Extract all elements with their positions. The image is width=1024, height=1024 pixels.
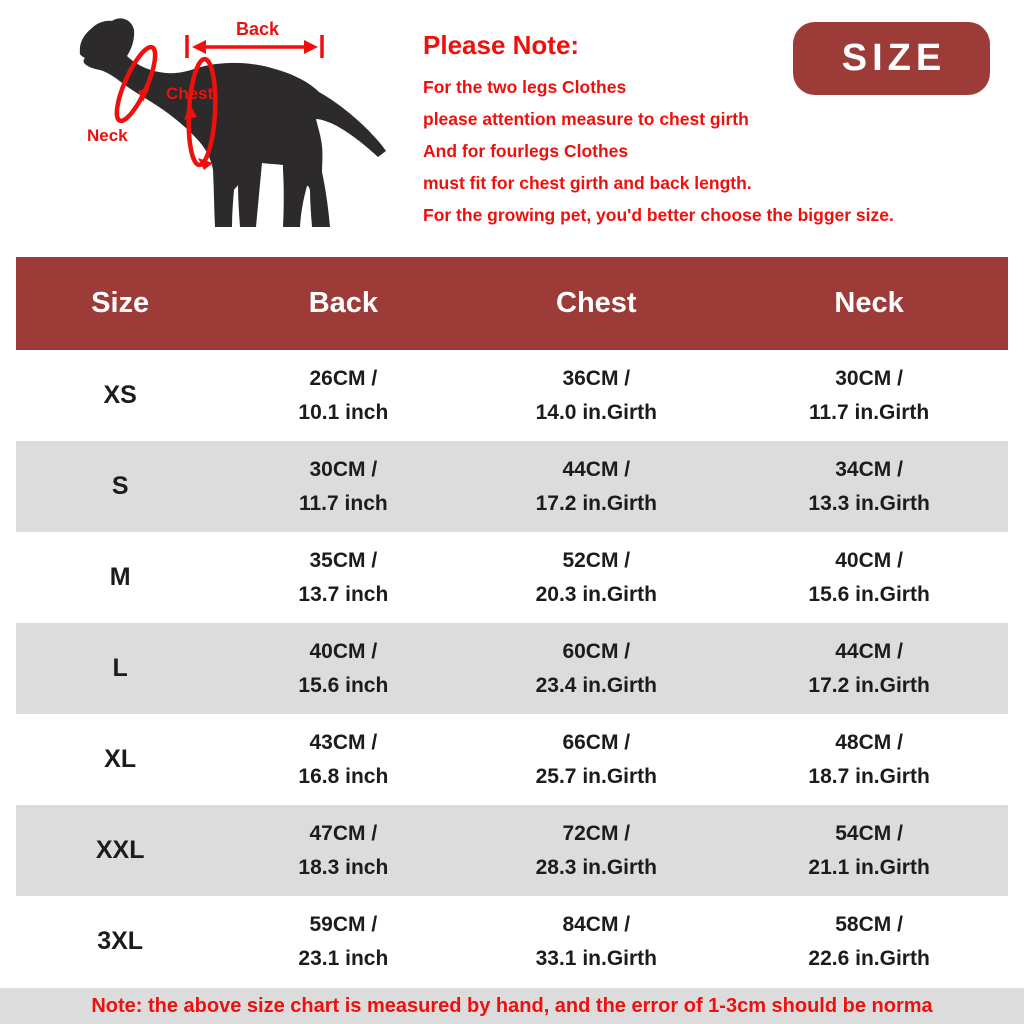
neck-cell: 34CM / 13.3 in.Girth <box>808 457 930 515</box>
back-arrow-left-head <box>192 40 206 54</box>
size-table <box>16 257 1008 987</box>
column-header-back: Back <box>308 287 379 319</box>
back-cell: 35CM / 13.7 inch <box>298 548 389 606</box>
size-badge <box>793 22 990 95</box>
back-cell: 59CM / 23.1 inch <box>298 912 389 970</box>
footer-note-text: Note: the above size chart is measured by hand, and the error of 1-3cm should be norma <box>91 994 933 1017</box>
chest-cell: 84CM / 33.1 in.Girth <box>535 912 657 970</box>
size-badge-label: SIZE <box>841 37 947 79</box>
size-value: XL <box>104 745 137 773</box>
back-cell: 40CM / 15.6 inch <box>298 639 389 697</box>
chest-cell: 52CM / 20.3 in.Girth <box>535 548 657 606</box>
chest-label: Chest <box>166 84 214 103</box>
dog-diagram-svg <box>0 0 420 250</box>
table-row <box>16 714 1008 805</box>
note-line: please attention measure to chest girth <box>423 109 749 129</box>
note-line: must fit for chest girth and back length. <box>423 173 752 193</box>
column-header-neck: Neck <box>834 287 904 319</box>
chest-cell: 44CM / 17.2 in.Girth <box>535 457 657 515</box>
dog-measurement-diagram <box>0 0 420 250</box>
chest-cell: 72CM / 28.3 in.Girth <box>535 821 657 879</box>
chest-cell: 36CM / 14.0 in.Girth <box>535 366 657 424</box>
back-label: Back <box>236 19 280 39</box>
table-row <box>16 441 1008 532</box>
table-header-row <box>16 257 1008 350</box>
column-header-chest: Chest <box>556 287 637 319</box>
neck-cell: 48CM / 18.7 in.Girth <box>808 730 930 788</box>
table-row <box>16 532 1008 623</box>
size-value: S <box>111 472 129 500</box>
table-row <box>16 350 1008 441</box>
back-cell: 47CM / 18.3 inch <box>298 821 389 879</box>
neck-cell: 58CM / 22.6 in.Girth <box>808 912 930 970</box>
please-note-title: Please Note: <box>423 30 580 60</box>
neck-cell: 54CM / 21.1 in.Girth <box>808 821 930 879</box>
please-note-lines <box>423 71 894 231</box>
size-value: 3XL <box>97 927 144 955</box>
chest-cell: 60CM / 23.4 in.Girth <box>535 639 657 697</box>
note-line: And for fourlegs Clothes <box>423 141 629 161</box>
size-value: XS <box>103 381 137 409</box>
table-row <box>16 805 1008 896</box>
size-value: L <box>112 654 128 682</box>
neck-cell: 30CM / 11.7 in.Girth <box>808 366 930 424</box>
back-cell: 43CM / 16.8 inch <box>298 730 389 788</box>
back-arrow-right-head <box>304 40 318 54</box>
dog-silhouette <box>80 18 386 227</box>
column-header-size: Size <box>91 287 150 319</box>
neck-cell: 40CM / 15.6 in.Girth <box>808 548 930 606</box>
table-row <box>16 623 1008 714</box>
size-value: M <box>109 563 131 591</box>
back-cell: 30CM / 11.7 inch <box>298 457 388 515</box>
back-cell: 26CM / 10.1 inch <box>298 366 389 424</box>
note-line: For the two legs Clothes <box>423 77 627 97</box>
size-value: XXL <box>95 836 145 864</box>
chest-cell: 66CM / 25.7 in.Girth <box>535 730 657 788</box>
neck-cell: 44CM / 17.2 in.Girth <box>808 639 930 697</box>
table-row <box>16 896 1008 987</box>
neck-label: Neck <box>87 126 128 145</box>
note-line: For the growing pet, you'd better choose the bigger size. <box>423 205 894 225</box>
footer-note-bar <box>0 988 1024 1024</box>
